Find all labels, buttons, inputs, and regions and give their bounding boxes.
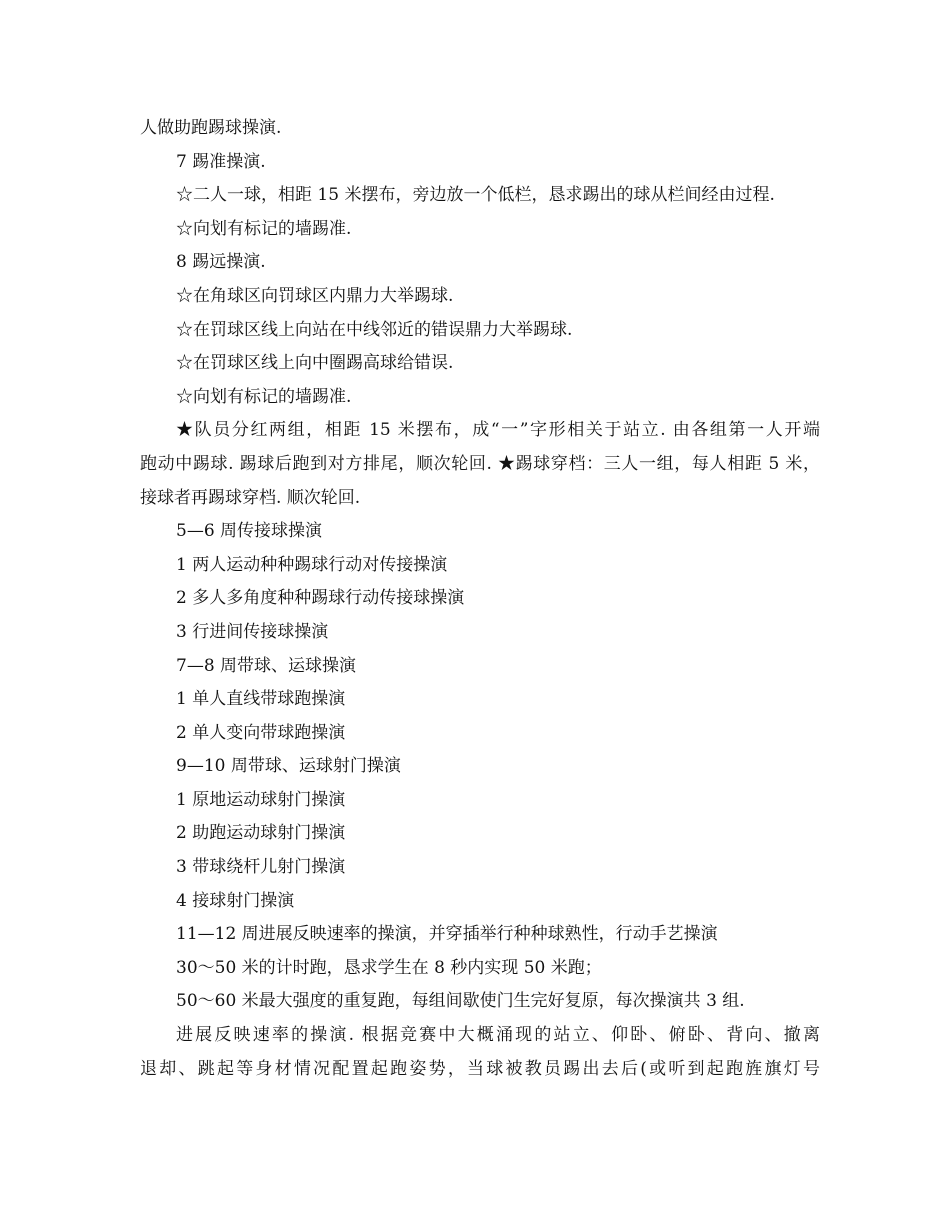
text-line: ☆在角球区向罚球区内鼎力大举踢球. bbox=[176, 285, 454, 306]
text-line: 50～60 米最大强度的重复跑，每组间歇使门生完好复原，每次操演共 3 组. bbox=[176, 991, 745, 1012]
list-item: 2 助跑运动球射门操演 bbox=[176, 823, 346, 844]
section-heading: 7 踢准操演. bbox=[176, 151, 266, 172]
text-line: ☆向划有标记的墙踢准. bbox=[176, 386, 352, 407]
list-item: 1 两人运动种种踢球行动对传接操演 bbox=[176, 554, 448, 575]
section-heading: 7—8 周带球、运球操演 bbox=[176, 655, 357, 676]
list-item: 2 单人变向带球跑操演 bbox=[176, 722, 346, 743]
paragraph-line: 接球者再踢球穿档. 顺次轮回. bbox=[140, 487, 361, 508]
section-heading: 5—6 周传接球操演 bbox=[176, 521, 323, 542]
paragraph-line: ★队员分红两组，相距 15 米摆布，成“一”字形相关于站立. 由各组第一人开端 bbox=[176, 420, 820, 441]
list-item: 1 原地运动球射门操演 bbox=[176, 789, 346, 810]
text-line: 人做助跑踢球操演. bbox=[140, 118, 282, 138]
paragraph-line: 退却、跳起等身材情况配置起跑姿势，当球被教员踢出去后(或听到起跑旌旗灯号 bbox=[140, 1058, 820, 1079]
section-heading: 9—10 周带球、运球射门操演 bbox=[176, 756, 401, 777]
text-line: 30～50 米的计时跑，恳求学生在 8 秒内实现 50 米跑； bbox=[176, 957, 602, 978]
document-body bbox=[140, 112, 820, 1086]
list-item: 2 多人多角度种种踢球行动传接球操演 bbox=[176, 588, 465, 609]
paragraph-line: 进展反映速率的操演. 根据竞赛中大概涌现的站立、仰卧、俯卧、背向、撤离 bbox=[176, 1025, 820, 1046]
paragraph-line: 跑动中踢球. 踢球后跑到对方排尾，顺次轮回. ★踢球穿档：三人一组，每人相距 5 米， bbox=[140, 453, 820, 474]
section-heading: 8 踢远操演. bbox=[176, 252, 266, 273]
text-line: ☆二人一球，相距 15 米摆布，旁边放一个低栏，恳求踢出的球从栏间经由过程. bbox=[176, 185, 775, 206]
text-line: ☆向划有标记的墙踢准. bbox=[176, 218, 352, 239]
list-item: 3 行进间传接球操演 bbox=[176, 621, 329, 642]
list-item: 4 接球射门操演 bbox=[176, 890, 295, 911]
text-line: ☆在罚球区线上向中圈踢高球给错误. bbox=[176, 353, 454, 374]
list-item: 1 单人直线带球跑操演 bbox=[176, 689, 346, 710]
section-heading: 11—12 周进展反映速率的操演，并穿插举行种种球熟性，行动手艺操演 bbox=[176, 924, 718, 945]
text-line: ☆在罚球区线上向站在中线邻近的错误鼎力大举踢球. bbox=[176, 319, 573, 340]
list-item: 3 带球绕杆儿射门操演 bbox=[176, 857, 346, 878]
